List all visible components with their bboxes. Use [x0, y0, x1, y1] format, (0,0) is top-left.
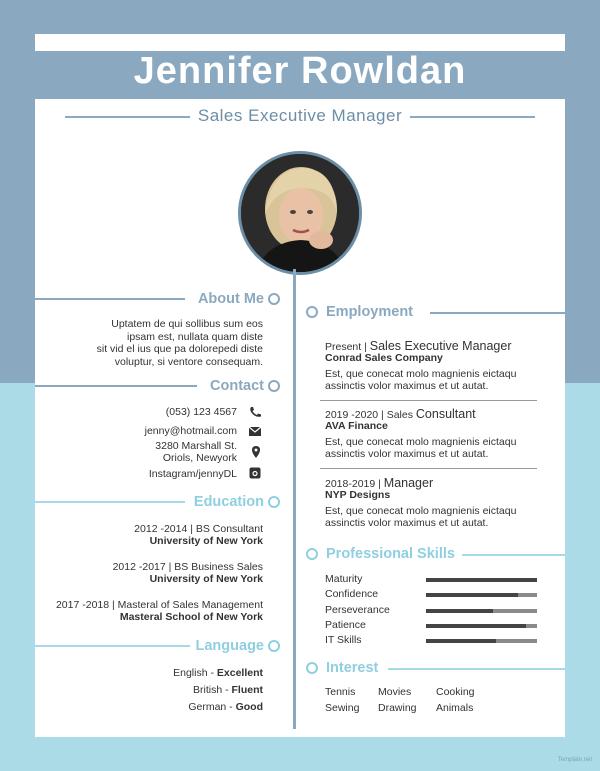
employment-desc-1b: assinctis volor maximus et ut autat. — [325, 380, 489, 392]
about-text: Uptatem de qui sollibus sum eos ipsam est, nullata quam diste sit vid el ius que pa dolorepedi diste voluptur, si ventore consequam. — [96, 318, 263, 368]
interest-item-movies: Movies — [378, 686, 412, 698]
mail-icon — [248, 425, 262, 437]
skill-bar — [426, 639, 537, 643]
contact-email: jenny@hotmail.com — [144, 425, 237, 437]
language-item-2: British - Fluent — [192, 684, 263, 696]
employment-divider-1 — [320, 400, 537, 401]
employment-dot — [306, 306, 318, 318]
contact-heading: Contact — [210, 378, 264, 394]
education-heading: Education — [193, 494, 264, 510]
skills-rule — [462, 554, 565, 556]
about-dot — [268, 293, 280, 305]
skill-bar-fill — [426, 609, 493, 613]
skills-dot — [306, 548, 318, 560]
employment-desc-2b: assinctis volor maximus et ut autat. — [325, 448, 489, 460]
skill-label: Confidence — [325, 588, 379, 601]
employment-company-2: AVA Finance — [325, 420, 388, 432]
education-school-2: University of New York — [149, 573, 263, 585]
contact-dot — [268, 380, 280, 392]
employment-entry-3: 2018-2019 | Manager — [325, 476, 434, 490]
candidate-name: Jennifer Rowldan — [133, 50, 467, 92]
phone-icon — [248, 406, 262, 418]
skill-bar-fill — [426, 593, 518, 597]
skill-label: Perseverance — [325, 603, 390, 616]
contact-phone: (053) 123 4567 — [165, 406, 237, 418]
interest-heading: Interest — [326, 660, 379, 676]
language-dot — [268, 640, 280, 652]
about-heading: About Me — [197, 291, 264, 307]
contact-instagram: Instagram/jennyDL — [148, 468, 237, 480]
employment-company-1: Conrad Sales Company — [325, 352, 443, 364]
skill-bar — [426, 624, 537, 628]
interest-dot — [306, 662, 318, 674]
skill-bar — [426, 578, 537, 582]
skills-heading: Professional Skills — [326, 546, 455, 562]
education-item-1: 2012 -2014 | BS Consultant — [134, 523, 263, 535]
employment-desc-3a: Est, que conecat molo magnienis eictaqu — [325, 505, 517, 517]
skill-label: IT Skills — [325, 634, 362, 647]
language-item-3: German - Good — [188, 701, 263, 713]
education-item-2: 2012 -2017 | BS Business Sales — [112, 561, 263, 573]
language-item-1: English - Excellent — [173, 667, 263, 679]
education-dot — [268, 496, 280, 508]
skill-bar — [426, 593, 537, 597]
education-school-1: University of New York — [149, 535, 263, 547]
employment-heading: Employment — [326, 304, 414, 320]
interest-item-sewing: Sewing — [325, 702, 360, 714]
skill-bar-fill — [426, 578, 537, 582]
employment-rule — [430, 312, 565, 314]
employment-entry-2: 2019 -2020 | Sales Consultant — [325, 407, 476, 421]
interest-item-drawing: Drawing — [378, 702, 417, 714]
interest-rule — [388, 668, 565, 670]
job-title: Sales Executive Manager — [190, 106, 410, 125]
employment-entry-1: Present | Sales Executive Manager — [325, 339, 512, 353]
timeline-axis — [293, 269, 296, 729]
contact-address-line1: 3280 Marshall St. — [155, 440, 237, 452]
footer-credit: Template.net — [557, 757, 592, 763]
profile-photo — [238, 151, 362, 275]
interest-item-cooking: Cooking — [436, 686, 475, 698]
contact-address-line2: Oriols, Newyork — [162, 452, 237, 464]
employment-divider-2 — [320, 468, 537, 469]
employment-desc-3b: assinctis volor maximus et ut autat. — [325, 517, 489, 529]
interest-item-animals: Animals — [436, 702, 474, 714]
language-heading: Language — [195, 638, 264, 654]
education-school-3: Masteral School of New York — [119, 611, 263, 623]
skill-label: Patience — [325, 618, 366, 631]
skill-label: Maturity — [325, 573, 363, 585]
location-pin-icon — [249, 446, 263, 458]
instagram-icon — [248, 467, 262, 479]
employment-desc-2a: Est, que conecat molo magnienis eictaqu — [325, 436, 517, 448]
header-band — [35, 34, 565, 51]
skill-bar — [426, 609, 537, 613]
employment-desc-1a: Est, que conecat molo magnienis eictaqu — [325, 368, 517, 380]
education-item-3: 2017 -2018 | Masteral of Sales Management — [55, 599, 263, 611]
interest-item-tennis: Tennis — [325, 686, 356, 698]
job-title-row — [35, 106, 565, 126]
skill-bar-fill — [426, 624, 526, 628]
skill-bar-fill — [426, 639, 496, 643]
employment-company-3: NYP Designs — [325, 489, 391, 501]
